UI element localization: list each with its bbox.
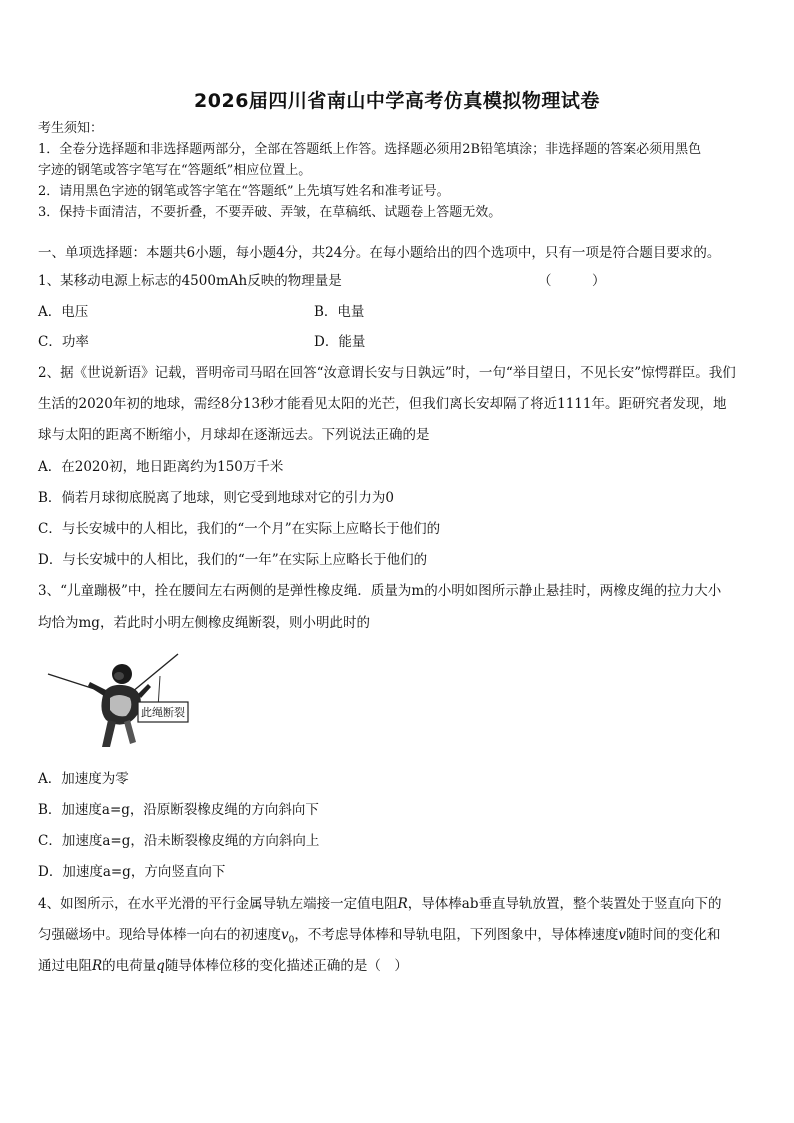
- option-c: C．功率: [38, 334, 89, 350]
- page-title: 2026届四川省南山中学高考仿真模拟物理试卷: [194, 90, 600, 112]
- question-4-text: 4、如图所示，在水平光滑的平行金属导轨左端接一定值电阻: [38, 896, 398, 912]
- question-4-text: 随时间的变化和: [626, 927, 721, 943]
- notice-item: 1．全卷分选择题和非选择题两部分，全部在答题纸上作答。选择题必须用2B铅笔填涂；非选择题的答案必须用黑色: [38, 142, 702, 157]
- symbol-v: v: [618, 927, 627, 943]
- figure-label: 此绳断裂: [141, 706, 185, 719]
- answer-blank: （ ）: [538, 273, 606, 289]
- question-2-line: 2、据《世说新语》记载，晋明帝司马昭在回答“汝意谓长安与日孰远”时，一句“举目望日，不见长安”惊愕群臣。我们: [38, 365, 736, 381]
- symbol-v0: v: [281, 927, 289, 943]
- option-a: A．加速度为零: [38, 771, 129, 787]
- option-b: B．倘若月球彻底脱离了地球，则它受到地球对它的引力为0: [38, 490, 395, 506]
- symbol-r: R: [397, 896, 408, 912]
- question-1-stem: 1、某移动电源上标志的4500mAh反映的物理量是: [38, 273, 342, 289]
- option-d: D．加速度a=g，方向竖直向下: [38, 864, 226, 880]
- option-c: C．与长安城中的人相比，我们的“一个月”在实际上应略长于他们的: [38, 521, 441, 537]
- question-3-line: 3、“儿童蹦极”中，拴在腰间左右两侧的是弹性橡皮绳．质量为m的小明如图所示静止悬挂时，两橡皮绳的拉力大小: [38, 583, 722, 599]
- option-b: B．电量: [314, 304, 365, 320]
- notice-item: 字迹的钢笔或答字笔写在“答题纸”相应位置上。: [38, 163, 312, 178]
- question-4-text: 匀强磁场中。现给导体棒一向右的初速度: [38, 927, 281, 943]
- option-c: C．加速度a=g，沿未断裂橡皮绳的方向斜向上: [38, 833, 320, 849]
- notice-item: 3．保持卡面清洁，不要折叠，不要弄破、弄皱，在草稿纸、试题卷上答题无效。: [38, 205, 502, 220]
- question-2-line: 球与太阳的距离不断缩小，月球却在逐渐远去。下列说法正确的是: [38, 427, 430, 443]
- question-4-text: 的电荷量: [102, 958, 157, 974]
- option-d: D．能量: [314, 334, 366, 350]
- question-3-line: 均恰为mg，若此时小明左侧橡皮绳断裂，则小明此时的: [38, 615, 370, 631]
- notice-item: 2．请用黑色字迹的钢笔或答字笔在“答题纸”上先填写姓名和准考证号。: [38, 184, 450, 199]
- question-4-text: 随导体棒位移的变化描述正确的是（ ）: [164, 958, 408, 974]
- symbol-r: R: [92, 958, 103, 974]
- symbol-v0-subscript: 0: [288, 935, 295, 946]
- option-a: A．电压: [38, 304, 89, 320]
- symbol-q: q: [156, 958, 165, 974]
- bungee-figure: [40, 652, 190, 752]
- question-4-line-3: [38, 957, 408, 975]
- question-4-line-1: [38, 895, 721, 913]
- question-4-text: ，不考虑导体棒和导轨电阻，下列图象中，导体棒速度: [294, 927, 619, 943]
- option-d: D．与长安城中的人相比，我们的“一年”在实际上应略长于他们的: [38, 552, 428, 568]
- question-4-line-2: [38, 926, 721, 950]
- option-a: A．在2020初，地日距离约为150万千米: [38, 459, 284, 475]
- question-2-line: 生活的2020年初的地球，需经8分13秒才能看见太阳的光芒，但我们离长安却隔了将近1111年。距研究者发现，地: [38, 396, 727, 412]
- option-b: B．加速度a=g，沿原断裂橡皮绳的方向斜向下: [38, 802, 319, 818]
- notice-heading: 考生须知：: [38, 121, 104, 136]
- section-heading: 一、单项选择题：本题共6小题，每小题4分，共24分。在每小题给出的四个选项中，只有一项是符合题目要求的。: [38, 245, 721, 261]
- question-4-text: 通过电阻: [38, 958, 92, 974]
- question-4-text: ，导体棒ab垂直导轨放置，整个装置处于竖直向下的: [407, 896, 722, 912]
